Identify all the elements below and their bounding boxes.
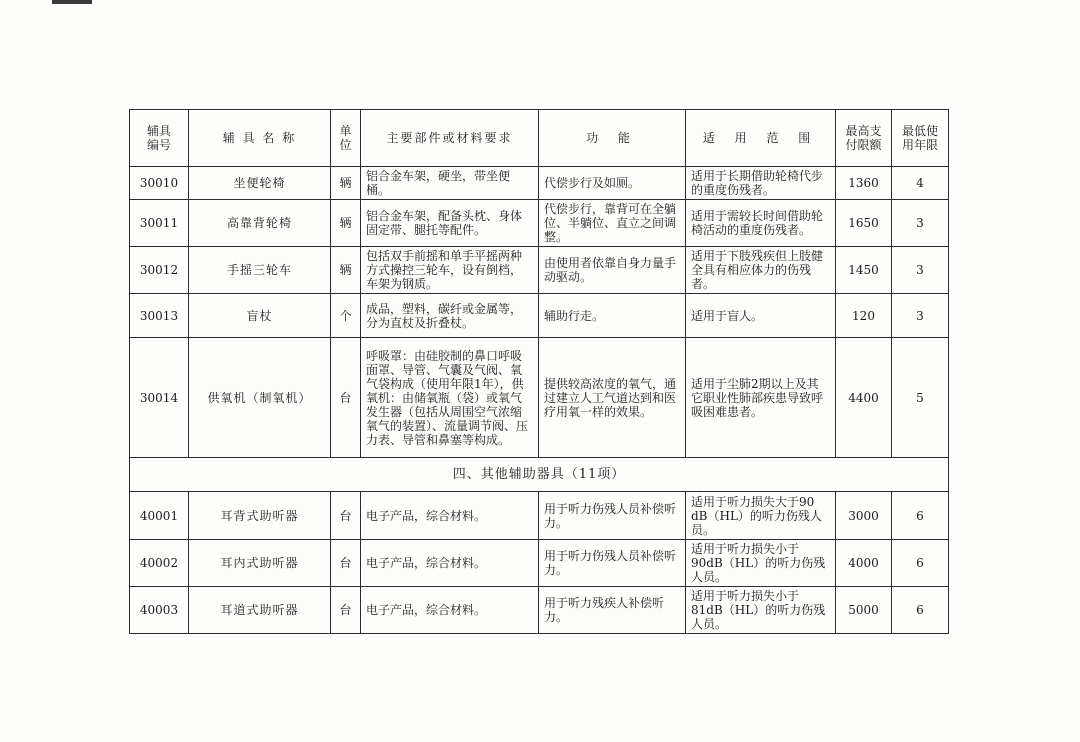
- cell-unit: 个: [331, 294, 361, 338]
- cell-material: 呼吸罩：由硅胶制的鼻口呼吸面罩、导管、气囊及气阀、氧气袋构成（使用年限1年），供氧机：由储氧瓶（袋）或氧气发生器（包括从周围空气浓缩氧气的装置）、流量调节阀、压力表、导管和鼻塞等构成。: [361, 338, 539, 458]
- cell-material: 铝合金车架，硬坐，带坐便桶。: [361, 167, 539, 200]
- section-title: 四、其他辅助器具（11项）: [130, 458, 949, 492]
- cell-name: 耳背式助听器: [189, 492, 331, 540]
- cell-min-years: 3: [892, 200, 949, 247]
- cell-max-payment: 3000: [836, 492, 892, 540]
- cell-function: 用于听力残疾人补偿听力。: [539, 587, 686, 634]
- cell-function: 由使用者依靠自身力量手动驱动。: [539, 247, 686, 294]
- table-row: [130, 247, 949, 294]
- table-row: [130, 587, 949, 634]
- cell-scope: 适用于尘肺2期以上及其它职业性肺部疾患导致呼吸困难患者。: [686, 338, 836, 458]
- cell-max-payment: 4400: [836, 338, 892, 458]
- cell-name: 耳道式助听器: [189, 587, 331, 634]
- rehab-device-table: [129, 109, 949, 634]
- cell-scope: 适用于听力损失小于90dB（HL）的听力伤残人员。: [686, 540, 836, 587]
- cell-min-years: 3: [892, 247, 949, 294]
- cell-max-payment: 120: [836, 294, 892, 338]
- cell-name: 手摇三轮车: [189, 247, 331, 294]
- cell-unit: 台: [331, 587, 361, 634]
- cell-code: 30012: [130, 247, 189, 294]
- cell-material: 电子产品，综合材料。: [361, 587, 539, 634]
- table-row: [130, 540, 949, 587]
- cell-code: 30011: [130, 200, 189, 247]
- cell-function: 提供较高浓度的氧气，通过建立人工气道达到和医疗用氧一样的效果。: [539, 338, 686, 458]
- cell-function: 辅助行走。: [539, 294, 686, 338]
- cell-scope: 适用于盲人。: [686, 294, 836, 338]
- cell-unit: 台: [331, 338, 361, 458]
- cell-material: 包括双手前摇和单手平摇两种方式操控三轮车，设有倒档，车架为钢质。: [361, 247, 539, 294]
- cell-material: 铝合金车架，配备头枕、身体固定带、腿托等配件。: [361, 200, 539, 247]
- table-header-row: [130, 110, 949, 167]
- cell-min-years: 6: [892, 587, 949, 634]
- cell-code: 30014: [130, 338, 189, 458]
- cell-material: 成品，塑料，碳纤或金属等，分为直杖及折叠杖。: [361, 294, 539, 338]
- table-row: [130, 338, 949, 458]
- cell-name: 供氧机（制氧机）: [189, 338, 331, 458]
- section-row: [130, 458, 949, 492]
- cell-min-years: 4: [892, 167, 949, 200]
- header-material: 主要部件或材料要求: [361, 110, 539, 167]
- cell-min-years: 3: [892, 294, 949, 338]
- cell-code: 40002: [130, 540, 189, 587]
- header-unit: 单 位: [331, 110, 361, 167]
- cell-scope: 适用于需较长时间借助轮椅活动的重度伤残者。: [686, 200, 836, 247]
- header-code: 辅具 编号: [130, 110, 189, 167]
- cell-max-payment: 1360: [836, 167, 892, 200]
- header-function: 功 能: [539, 110, 686, 167]
- header-name: 辅 具 名 称: [189, 110, 331, 167]
- cell-scope: 适用于长期借助轮椅代步的重度伤残者。: [686, 167, 836, 200]
- cell-scope: 适用于听力损失小于81dB（HL）的听力伤残人员。: [686, 587, 836, 634]
- cell-unit: 辆: [331, 200, 361, 247]
- cell-unit: 台: [331, 540, 361, 587]
- cell-unit: 辆: [331, 167, 361, 200]
- cell-material: 电子产品，综合材料。: [361, 492, 539, 540]
- cell-min-years: 6: [892, 492, 949, 540]
- cell-name: 高靠背轮椅: [189, 200, 331, 247]
- header-scope: 适 用 范 围: [686, 110, 836, 167]
- cell-min-years: 5: [892, 338, 949, 458]
- cell-max-payment: 1450: [836, 247, 892, 294]
- cell-max-payment: 4000: [836, 540, 892, 587]
- cell-code: 40001: [130, 492, 189, 540]
- table-row: [130, 167, 949, 200]
- cell-code: 40003: [130, 587, 189, 634]
- cell-function: 用于听力伤残人员补偿听力。: [539, 540, 686, 587]
- cell-function: 代偿步行及如厕。: [539, 167, 686, 200]
- cell-unit: 辆: [331, 247, 361, 294]
- header-max-payment: 最高支 付限额: [836, 110, 892, 167]
- table-row: [130, 492, 949, 540]
- cell-code: 30010: [130, 167, 189, 200]
- cell-scope: 适用于听力损失大于90 dB（HL）的听力伤残人员。: [686, 492, 836, 540]
- cell-function: 代偿步行，靠背可在全躺位、半躺位、直立之间调整。: [539, 200, 686, 247]
- table-row: [130, 200, 949, 247]
- cell-scope: 适用于下肢残疾但上肢健全具有相应体力的伤残者。: [686, 247, 836, 294]
- table-row: [130, 294, 949, 338]
- cell-name: 盲杖: [189, 294, 331, 338]
- cell-max-payment: 5000: [836, 587, 892, 634]
- page-corner-mark: [52, 0, 92, 4]
- cell-name: 耳内式助听器: [189, 540, 331, 587]
- cell-code: 30013: [130, 294, 189, 338]
- cell-unit: 台: [331, 492, 361, 540]
- cell-material: 电子产品，综合材料。: [361, 540, 539, 587]
- header-min-years: 最低使 用年限: [892, 110, 949, 167]
- cell-min-years: 6: [892, 540, 949, 587]
- cell-max-payment: 1650: [836, 200, 892, 247]
- cell-function: 用于听力伤残人员补偿听力。: [539, 492, 686, 540]
- cell-name: 坐便轮椅: [189, 167, 331, 200]
